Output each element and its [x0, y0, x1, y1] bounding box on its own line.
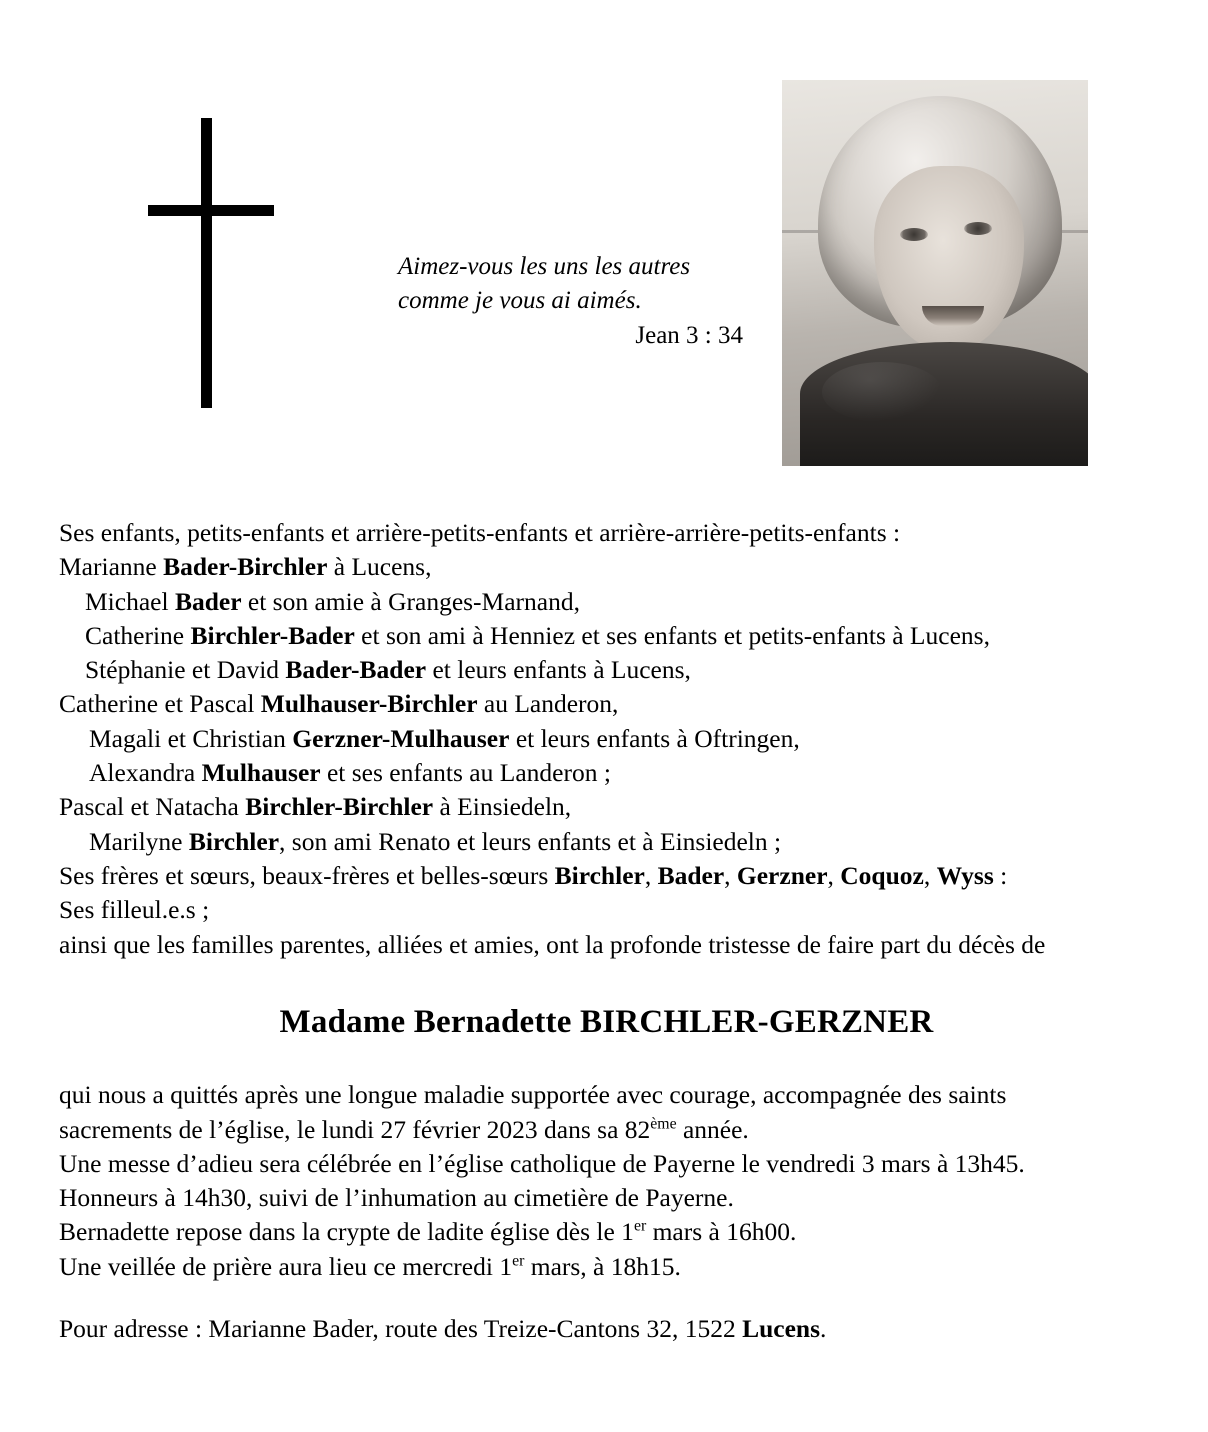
detail-line-1: qui nous a quittés après une longue maladie supportée avec courage, accompagnée des saints: [59, 1080, 1007, 1110]
detail-line-6-pre: Une veillée de prière aura lieu ce mercredi 1: [59, 1251, 513, 1281]
family-line-7-name: Birchler-Birchler: [245, 792, 434, 822]
detail-line-3: Une messe d’adieu sera célébrée en l’église catholique de Payerne le vendredi 3 mars à 13h45.: [59, 1148, 1025, 1178]
detail-line-2-sup: ème: [650, 1115, 677, 1133]
detail-line-4: Honneurs à 14h30, suivi de l’inhumation au cimetière de Payerne.: [59, 1183, 734, 1213]
detail-line-6-post: mars, à 18h15.: [524, 1251, 681, 1281]
family-line-6: [59, 756, 1154, 790]
family-line-0-pre: Marianne: [59, 552, 164, 582]
family-line-4-pre: Catherine et Pascal: [59, 689, 261, 719]
family-line-6-pre: Alexandra: [89, 758, 202, 788]
family-line-1: [59, 585, 1154, 619]
memorial-header: [0, 0, 1208, 470]
address-line: [59, 1312, 1154, 1346]
family-line-3-name: Bader-Bader: [285, 655, 427, 685]
scripture-quote: [398, 250, 743, 353]
portrait-eye-right: [964, 222, 992, 235]
family-line-0-post: à Lucens,: [327, 552, 432, 582]
family-line-1-name: Bader: [174, 586, 242, 616]
family-line-5: [59, 722, 1154, 756]
family-line-3: [59, 653, 1154, 687]
family-line-2-pre: Catherine: [85, 620, 191, 650]
address-post: .: [820, 1314, 827, 1344]
detail-line-5-sup: er: [633, 1217, 647, 1235]
detail-line-5-post: mars à 16h00.: [646, 1217, 797, 1247]
memorial-body: [59, 516, 1154, 1346]
family-line-5-pre: Magali et Christian: [89, 723, 293, 753]
family-line-4: [59, 687, 1154, 721]
family-line-1-post: et son amie à Granges-Marnand,: [241, 586, 580, 616]
family-line-8-name: Birchler: [188, 826, 280, 856]
family-line-6-post: et ses enfants au Landeron ;: [320, 758, 611, 788]
cross-horizontal-bar: [148, 205, 274, 216]
sibling-name-2: Gerzner: [736, 860, 828, 890]
family-line-8-pre: Marilyne: [89, 826, 189, 856]
family-line-0-name: Bader-Birchler: [163, 552, 328, 582]
portrait-eye-left: [900, 228, 928, 241]
family-line-1-pre: Michael: [85, 586, 175, 616]
sibling-name-1: Bader: [657, 860, 725, 890]
quote-line-1: Aimez-vous les uns les autres: [398, 253, 691, 280]
family-line-5-post: et leurs enfants à Oftringen,: [509, 723, 800, 753]
sibling-name-0: Birchler: [554, 860, 645, 890]
portrait-photo: [782, 80, 1088, 466]
family-line-2-post: et son ami à Henniez et ses enfants et petits-enfants à Lucens,: [354, 620, 990, 650]
deceased-name: Madame Bernadette BIRCHLER-GERZNER: [279, 1003, 934, 1040]
detail-line-2: [59, 1113, 1154, 1147]
family-line-3-post: et leurs enfants à Lucens,: [426, 655, 691, 685]
detail-line-6: [59, 1250, 1154, 1284]
quote-line-2: comme je vous ai aimés.: [398, 286, 642, 314]
family-list: [59, 550, 1154, 859]
portrait-shoulder-highlight: [822, 362, 942, 422]
family-line-5-name: Gerzner-Mulhauser: [292, 723, 510, 753]
family-line-8-post: , son ami Renato et leurs enfants et à Einsiedeln ;: [279, 826, 782, 856]
detail-line-5-pre: Bernadette repose dans la crypte de ladite église dès le 1: [59, 1217, 634, 1247]
family-line-4-post: au Landeron,: [477, 689, 619, 719]
sibling-name-3: Coquoz: [840, 860, 924, 890]
family-line-7: [59, 790, 1154, 824]
family-line-2: [59, 619, 1154, 653]
godchildren-line: Ses filleul.e.s ;: [59, 895, 210, 925]
address-pre: Pour adresse : Marianne Bader, route des Treize-Cantons 32, 1522: [59, 1314, 743, 1344]
spacer: [59, 1284, 1154, 1312]
detail-line-5: [59, 1215, 1154, 1249]
family-line-0: [59, 550, 1154, 584]
service-details: [59, 1078, 1154, 1284]
siblings-pre: Ses frères et sœurs, beaux-frères et belles-sœurs: [59, 860, 555, 890]
family-line-7-post: à Einsiedeln,: [433, 792, 572, 822]
family-line-3-pre: Stéphanie et David: [85, 655, 286, 685]
intro-line: Ses enfants, petits-enfants et arrière-petits-enfants et arrière-arrière-petits-enfants :: [59, 518, 901, 547]
detail-line-6-sup: er: [512, 1252, 525, 1270]
quote-reference: Jean 3 : 34: [635, 322, 743, 349]
cross-vertical-bar: [201, 118, 212, 408]
closing-line: ainsi que les familles parentes, alliées et amies, ont la profonde tristesse de faire part du décès de: [59, 929, 1046, 959]
siblings-line: Ses frères et sœurs, beaux-frères et belles-sœurs Birchler, Bader, Gerzner, Coquoz, Wyss :: [59, 860, 1008, 890]
latin-cross-icon: [148, 118, 274, 408]
address-city: Lucens: [742, 1314, 821, 1344]
family-line-4-name: Mulhauser-Birchler: [260, 689, 478, 719]
siblings-post: :: [993, 860, 1008, 890]
family-line-8: [59, 825, 1154, 859]
sibling-name-4: Wyss: [936, 860, 994, 890]
family-line-7-pre: Pascal et Natacha: [59, 792, 246, 822]
family-line-2-name: Birchler-Bader: [190, 620, 355, 650]
detail-line-2-post: année.: [676, 1114, 749, 1144]
family-line-6-name: Mulhauser: [201, 758, 321, 788]
detail-line-2-pre: sacrements de l’église, le lundi 27 février 2023 dans sa 82: [59, 1114, 651, 1144]
